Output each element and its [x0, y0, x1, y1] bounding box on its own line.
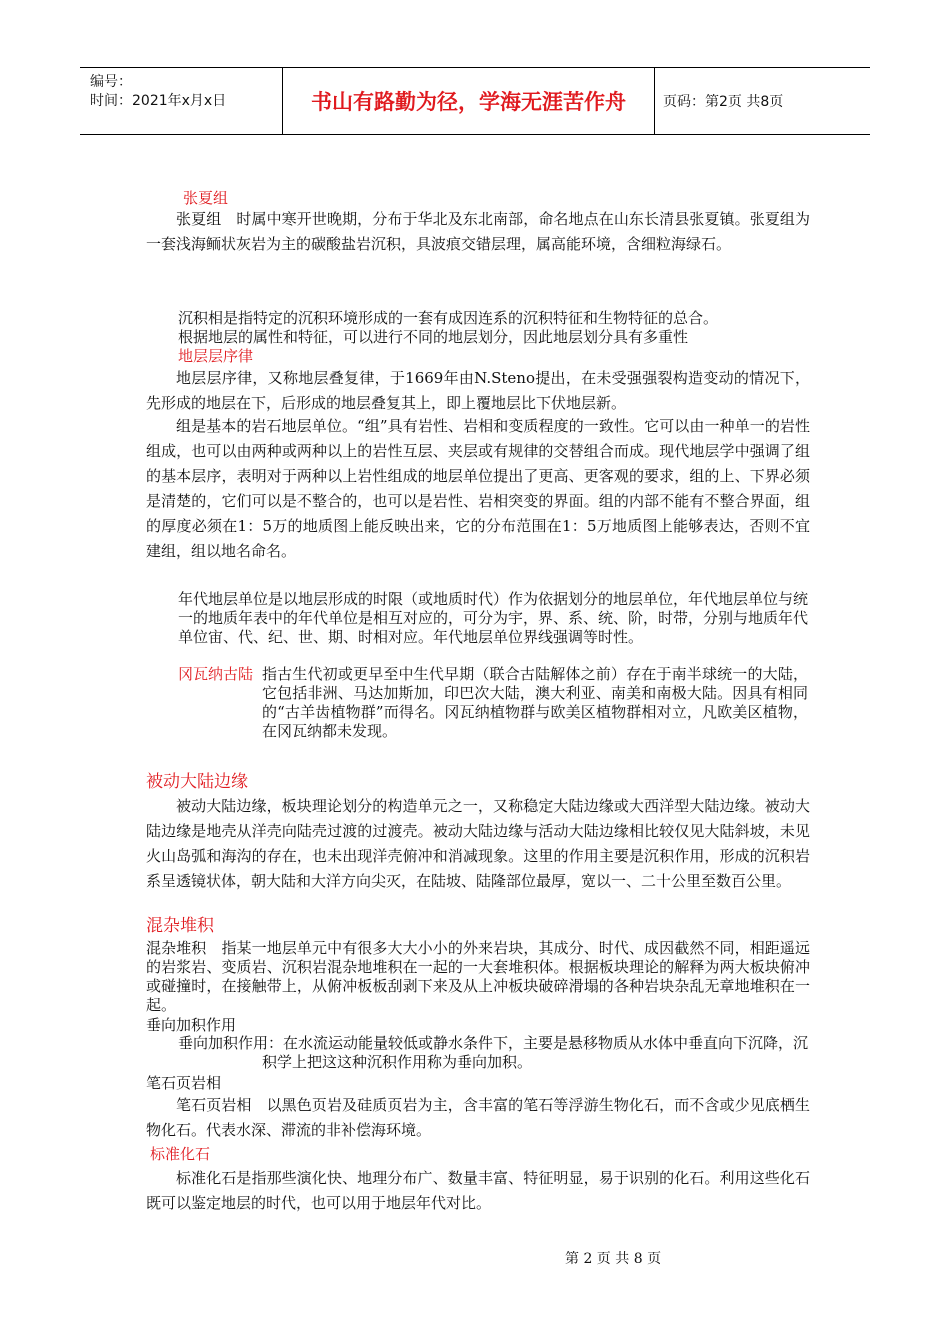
- header-meta: [80, 68, 283, 134]
- page-footer: 第 2 页 共 8 页: [565, 1251, 662, 1267]
- graptolite-title: 笔石页岩相: [146, 1074, 222, 1092]
- melange-title: 混杂堆积: [146, 916, 214, 936]
- superposition-body: 地层层序律，又称地层叠复律，于1669年由N.Steno提出，在未受强强裂构造变动的情况下，先形成的地层在下，后形成的地层叠复其上，即上覆地层比下伏地层新。: [146, 369, 810, 412]
- vertical-entry: [178, 1034, 808, 1072]
- graptolite-body: 笔石页岩相 以黑色页岩及硅质页岩为主，含丰富的笔石等浮游生物化石，而不含或少见底栖生物化石。代表水深、滞流的非补偿海环境。: [146, 1096, 810, 1139]
- passive-title: 被动大陆边缘: [146, 772, 248, 792]
- vertical-body: 垂向加积作用：在水流运动能量较低或静水条件下，主要是悬移物质从水体中垂直向下沉降，沉积学上把这这种沉积作用称为垂向加积。: [178, 1034, 809, 1071]
- time-label: 时间：2021年x月x日: [90, 93, 227, 109]
- facies-line-1: 沉积相是指特定的沉积环境形成的一套有成因连系的沉积特征和生物特征的总合。: [178, 309, 719, 327]
- index-fossil-body: 标准化石是指那些演化快、地理分布广、数量丰富、特征明显，易于识别的化石。利用这些化石既可以鉴定地层的时代，也可以用于地层年代对比。: [146, 1169, 810, 1212]
- header-page-info: 页码：第2页 共8页: [663, 94, 784, 110]
- chrono-body: 年代地层单位是以地层形成的时限（或地质时代）作为依据划分的地层单位，年代地层单位与统一的地质年表中的年代单位是相互对应的，可分为宇，界、系、统、阶，时带，分别与地质年代单位宙、代、纪、世、期、时相对应。年代地层单位界线强调等时性。: [178, 590, 809, 646]
- facies-line-2: 根据地层的属性和特征，可以进行不同的地层划分，因此地层划分具有多重性: [178, 328, 689, 346]
- header-motto: 书山有路勤为径，学海无涯苦作舟: [283, 68, 655, 134]
- zhangxia-body: 张夏组 时属中寒开世晚期，分布于华北及东北南部，命名地点在山东长清县张夏镇。张夏组为一套浅海鲕状灰岩为主的碳酸盐岩沉积，具波痕交错层理，属高能环境，含细粒海绿石。: [146, 210, 810, 253]
- code-label: 编号：: [90, 74, 132, 90]
- zhangxia-title: 张夏组: [183, 189, 229, 207]
- gondwana-term: 冈瓦纳古陆: [178, 665, 254, 683]
- index-fossil-title: 标准化石: [150, 1145, 211, 1163]
- melange-body: 混杂堆积 指某一地层单元中有很多大大小小的外来岩块，其成分、时代、成因截然不同，相距遥远的岩浆岩、变质岩、沉积岩混杂地堆积在一起的一大套堆积体。根据板块理论的解释为两大板块俯冲或碰撞时，在接触带上，从俯冲板板刮剥下来及从上冲板块破碎滑塌的各种岩块杂乱无章地堆积在一起。: [146, 939, 810, 1014]
- superposition-title: 地层层序律: [178, 347, 254, 365]
- gondwana-entry: [178, 665, 808, 741]
- formation-body: 组是基本的岩石地层单位。“组”具有岩性、岩相和变质程度的一致性。它可以由一种单一的岩性组成，也可以由两种或两种以上的岩性互层、夹层或有规律的交替组合而成。现代地层学中强调了组的基本层序，表明对于两种以上岩性组成的地层单位提出了更高、更客观的要求，组的上、下界必须是清楚的，它们可以是不整合的，也可以是岩性、岩相突变的界面。组的内部不能有不整合界面，组的厚度必须在1：5万的地质图上能反映出来，它的分布范围在1：5万地质图上能够表达，否则不宜建组，组以地名命名。: [146, 417, 810, 560]
- passive-body: 被动大陆边缘，板块理论划分的构造单元之一，又称稳定大陆边缘或大西洋型大陆边缘。被动大陆边缘是地壳从洋壳向陆壳过渡的过渡壳。被动大陆边缘与活动大陆边缘相比较仅见大陆斜坡，未见火山岛弧和海沟的存在，也未出现洋壳俯冲和消减现象。这里的作用主要是沉积作用，形成的沉积岩系呈透镜状体，朝大陆和大洋方向尖灭，在陆坡、陆隆部位最厚，宽以一、二十公里至数百公里。: [146, 797, 810, 890]
- vertical-title: 垂向加积作用: [146, 1016, 237, 1034]
- page-header: [80, 67, 870, 135]
- gondwana-body: 指古生代初或更早至中生代早期（联合古陆解体之前）存在于南半球统一的大陆，它包括非洲、马达加斯加，印巴次大陆，澳大利亚、南美和南极大陆。因具有相同的“古羊齿植物群”而得名。冈瓦纳植物群与欧美区植物群相对立，凡欧美区植物，在冈瓦纳都未发现。: [262, 665, 808, 740]
